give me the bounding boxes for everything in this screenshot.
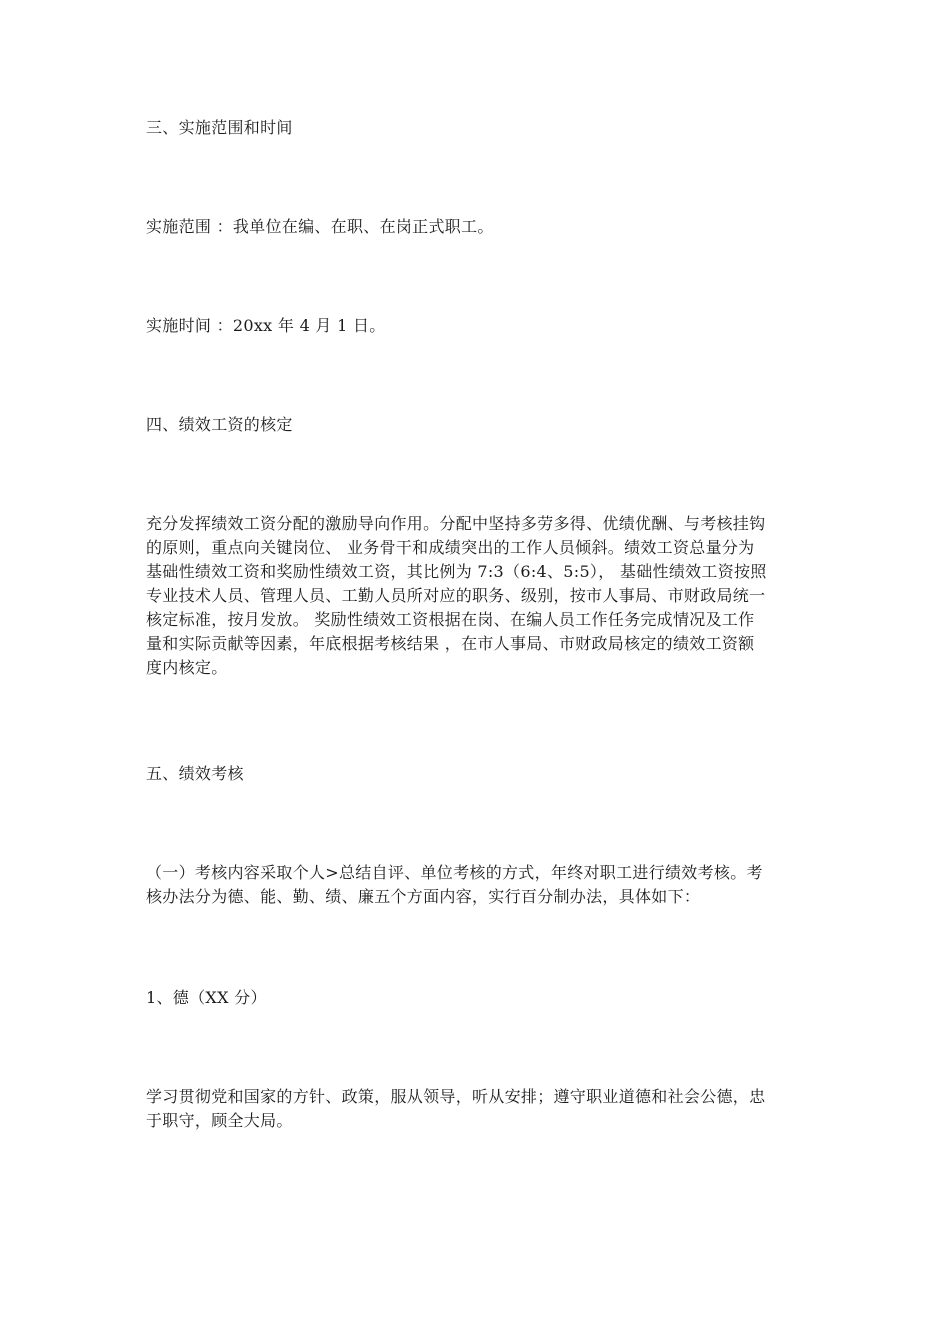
body-line: 的原则，重点向关键岗位、 业务骨干和成绩突出的工作人员倾斜。绩效工资总量分为	[146, 538, 755, 557]
body-line: 充分发挥绩效工资分配的激励导向作用。分配中坚持多劳多得、优绩优酬、与考核挂钩	[146, 514, 766, 533]
section4-heading: 四、绩效工资的核定	[146, 415, 293, 434]
body-line: （一）考核内容采取个人>总结自评、单位考核的方式，年终对职工进行绩效考核。考	[146, 863, 763, 882]
time-paragraph: 实施时间 ：20xx 年 4 月 1 日。	[146, 316, 386, 335]
body-line: 专业技术人员、管理人员、工勤人员所对应的职务、级别，按市人事局、市财政局统一	[146, 586, 766, 605]
section4-body	[146, 512, 810, 680]
item1-heading: 1、德（XX 分）	[146, 988, 267, 1007]
section3-heading: 三、实施范围和时间	[146, 118, 293, 137]
body-line: 度内核定。	[146, 658, 228, 677]
section5-intro	[146, 861, 810, 909]
body-line: 核办法分为德、能、勤、绩、廉五个方面内容，实行百分制办法，具体如下：	[146, 887, 701, 906]
body-line: 基础性绩效工资和奖励性绩效工资，其比例为 7:3（6:4、5:5）， 基础性绩效工资按照	[146, 562, 767, 581]
body-line: 于职守，顾全大局。	[146, 1111, 293, 1130]
body-line: 核定标准，按月发放。 奖励性绩效工资根据在岗、在编人员工作任务完成情况及工作	[146, 610, 755, 629]
item1-body	[146, 1085, 810, 1133]
body-line: 学习贯彻党和国家的方针、政策，服从领导，听从安排；遵守职业道德和社会公德，忠	[146, 1087, 766, 1106]
body-line: 量和实际贡献等因素，年底根据考核结果 ，在市人事局、市财政局核定的绩效工资额	[146, 634, 755, 653]
section5-heading: 五、绩效考核	[146, 764, 244, 783]
scope-paragraph: 实施范围 ：我单位在编、在职、在岗正式职工。	[146, 217, 494, 236]
